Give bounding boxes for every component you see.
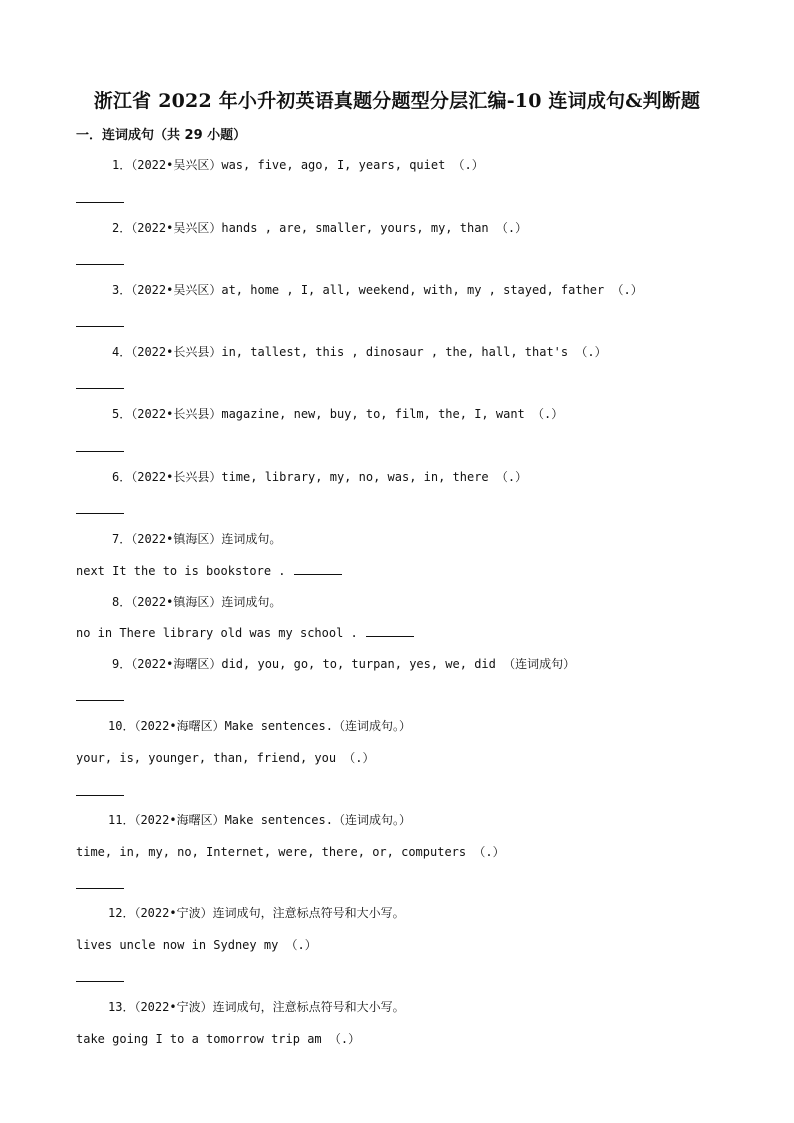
question-1: 1．（2022•吴兴区）was, five, ago, I, years, quiet （.） (112, 158, 484, 172)
document-title: 浙江省 2022 年小升初英语真题分题型分层汇编-10 连词成句&判断题 (93, 90, 701, 112)
question-11-words: time, in, my, no, Internet, were, there, or, computers （.） (76, 845, 505, 859)
answer-blank-10 (76, 795, 124, 796)
question-6: 6．（2022•长兴县）time, library, my, no, was, in, there （.） (112, 470, 528, 484)
answer-blank-5 (76, 451, 124, 452)
question-7: 7．（2022•镇海区）连词成句。 (112, 532, 282, 546)
answer-blank-1 (76, 202, 124, 203)
question-11: 11．（2022•海曙区）Make sentences.（连词成句。） (108, 813, 411, 827)
answer-blank-2 (76, 264, 124, 265)
question-9: 9．（2022•海曙区）did, you, go, to, turpan, yes, we, did （连词成句） (112, 657, 576, 671)
answer-blank-3 (76, 326, 124, 327)
question-8-word-list: no in There library old was my school . (76, 626, 358, 640)
question-12: 12．（2022•宁波）连词成句，注意标点符号和大小写。 (108, 906, 405, 920)
question-8-words (76, 625, 414, 641)
answer-blank-6 (76, 513, 124, 514)
question-10-words: your, is, younger, than, friend, you （.） (76, 751, 375, 765)
question-5: 5．（2022•长兴县）magazine, new, buy, to, film, the, I, want （.） (112, 407, 564, 421)
question-7-word-list: next It the to is bookstore . (76, 564, 286, 578)
question-3: 3．（2022•吴兴区）at, home , I, all, weekend, with, my , stayed, father （.） (112, 283, 643, 297)
question-4: 4．（2022•长兴县）in, tallest, this , dinosaur , the, hall, that's （.） (112, 345, 607, 359)
question-2: 2．（2022•吴兴区）hands , are, smaller, yours, my, than （.） (112, 221, 528, 235)
answer-blank-4 (76, 388, 124, 389)
question-8: 8．（2022•镇海区）连词成句。 (112, 595, 282, 609)
answer-blank-9 (76, 700, 124, 701)
question-7-words (76, 563, 342, 579)
question-12-words: lives uncle now in Sydney my （.） (76, 938, 317, 952)
question-13-words: take going I to a tomorrow trip am （.） (76, 1032, 361, 1046)
question-13: 13．（2022•宁波）连词成句，注意标点符号和大小写。 (108, 1000, 405, 1014)
section-heading: 一．连词成句（共 29 小题） (76, 128, 247, 143)
answer-blank-8 (366, 625, 414, 637)
answer-blank-11 (76, 888, 124, 889)
answer-blank-7 (294, 563, 342, 575)
question-10: 10．（2022•海曙区）Make sentences.（连词成句。） (108, 719, 411, 733)
answer-blank-12 (76, 981, 124, 982)
